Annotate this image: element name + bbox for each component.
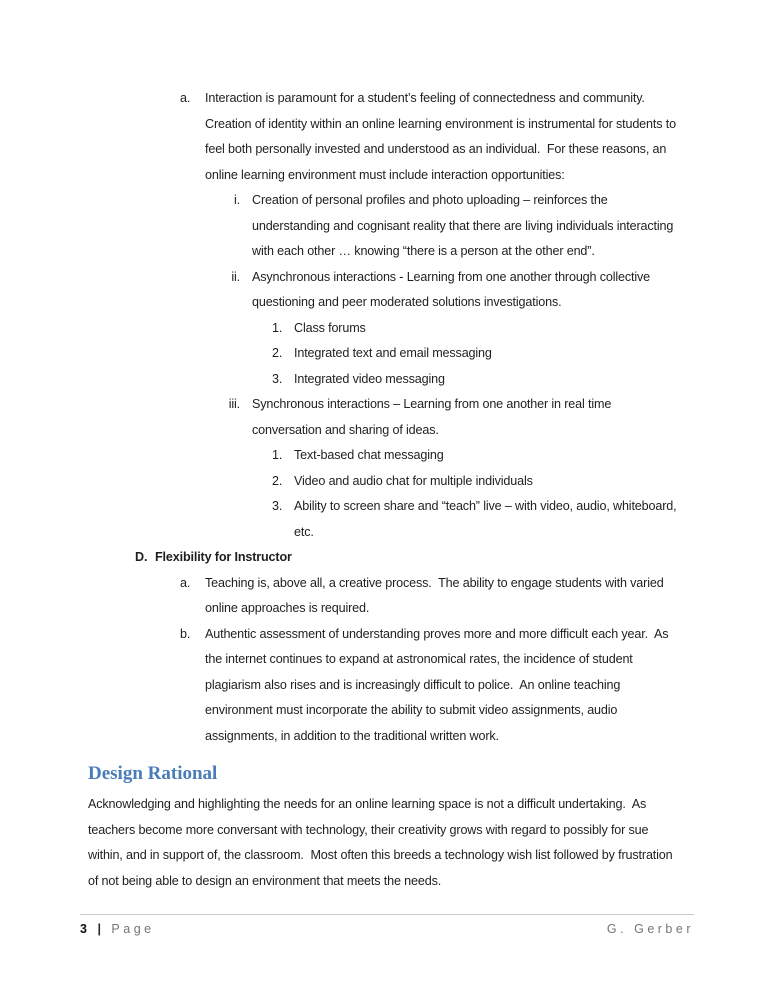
list-marker: D. bbox=[135, 550, 148, 564]
outline-item bbox=[88, 494, 684, 545]
list-marker: 3. bbox=[272, 499, 283, 513]
list-marker: 2. bbox=[272, 346, 283, 360]
page-number: 3 bbox=[80, 922, 91, 936]
outline-item-text: Asynchronous interactions - Learning from one another through collective questioning and peer moderated solutions investigations. bbox=[252, 269, 654, 309]
outline-item bbox=[88, 469, 684, 495]
page-footer bbox=[80, 914, 694, 936]
footer-row bbox=[80, 922, 694, 936]
outline-item-text: Teaching is, above all, a creative process. The ability to engage students with varied online approaches is required. bbox=[205, 575, 667, 615]
list-marker: 1. bbox=[272, 448, 283, 462]
list-marker: a. bbox=[180, 575, 191, 590]
footer-page-word: Page bbox=[111, 922, 155, 936]
outline-item bbox=[88, 316, 684, 342]
footer-divider bbox=[80, 914, 694, 915]
outline-item-text: Video and audio chat for multiple individuals bbox=[294, 473, 533, 488]
outline-item bbox=[88, 443, 684, 469]
footer-separator: | bbox=[97, 922, 105, 936]
section-heading: Design Rational bbox=[88, 763, 218, 784]
outline-item bbox=[88, 367, 684, 393]
outline-item bbox=[88, 188, 684, 265]
list-marker: 3. bbox=[272, 371, 283, 386]
outline-item-text: Authentic assessment of understanding proves more and more difficult each year. As the internet continues to expand at astronomical rates, the incidence of student plagiarism also rises and is increasingly difficult to police. An online teaching environment must incorporate the ability to submit video assignments, audio assignments, in addition to the traditional written work. bbox=[205, 626, 672, 743]
outline-item bbox=[88, 265, 684, 316]
list-marker: iii. bbox=[228, 397, 240, 411]
document-content bbox=[88, 86, 684, 894]
outline-item-text: Synchronous interactions – Learning from one another in real time conversation and sharing of ideas. bbox=[252, 397, 615, 437]
outline-item-text: Flexibility for Instructor bbox=[155, 550, 292, 564]
list-marker: i. bbox=[234, 193, 240, 207]
outline-item bbox=[88, 571, 684, 622]
list-marker: 1. bbox=[272, 320, 283, 335]
outline-item-text: Interaction is paramount for a student’s feeling of connectedness and community. Creation of identity within an online learning environment is instrumental for students to feel both personally invested and understood as an individual. For these reasons, an online learning environment must include interaction opportunities: bbox=[205, 91, 680, 182]
outline-item-text: Creation of personal profiles and photo uploading – reinforces the understanding and cognisant reality that there are living individuals interacting with each other … knowing “there is a person at the other end”. bbox=[252, 193, 677, 258]
outline-item-text: Integrated video messaging bbox=[294, 371, 445, 386]
outline-item bbox=[88, 622, 684, 750]
outline-item bbox=[88, 86, 684, 188]
list-marker: b. bbox=[180, 626, 191, 641]
list-marker: ii. bbox=[231, 269, 240, 284]
outline-item-text: Text-based chat messaging bbox=[294, 448, 444, 462]
body-paragraph: Acknowledging and highlighting the needs for an online learning space is not a difficult undertaking. As teachers become more conversant with technology, their creativity grows with regard to possibly for sue within, and in support of, the classroom. Most often this breeds a technology wish list followed by frustration of not being able to design an environment that meets the needs. bbox=[88, 797, 676, 888]
outline-item bbox=[88, 392, 684, 443]
outline-item-text: Integrated text and email messaging bbox=[294, 346, 492, 360]
outline-item-text: Ability to screen share and “teach” live – with video, audio, whiteboard, etc. bbox=[294, 499, 680, 539]
outline-heading-item bbox=[88, 545, 684, 571]
list-marker: 2. bbox=[272, 473, 283, 488]
outline-item bbox=[88, 341, 684, 367]
page-number-area bbox=[80, 922, 155, 936]
list-marker: a. bbox=[180, 91, 191, 105]
outline-item-text: Class forums bbox=[294, 320, 366, 335]
footer-author: G. Gerber bbox=[606, 922, 694, 936]
